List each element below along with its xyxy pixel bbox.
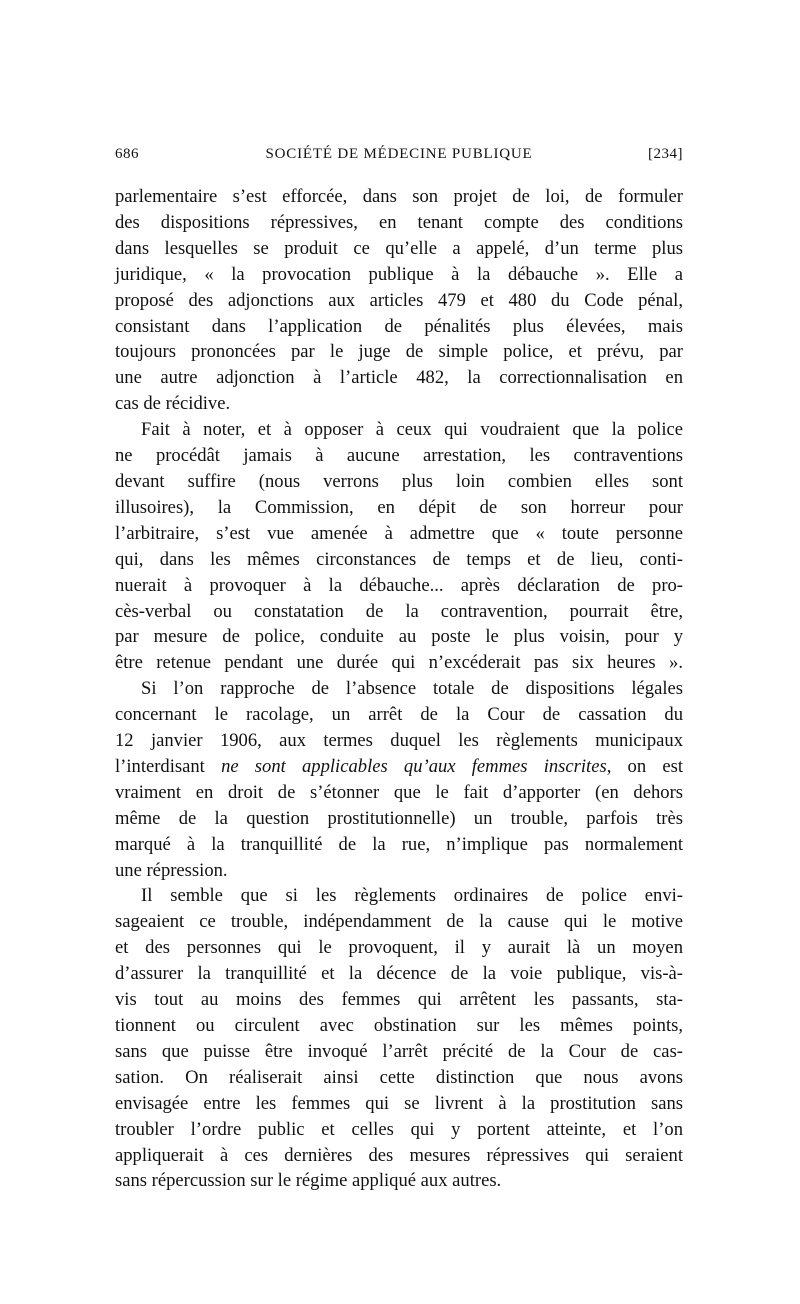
text-line: Si l’on rapproche de l’absence totale de dispositions légales — [141, 678, 683, 700]
text-line: toujours prononcées par le juge de simple police, et prévu, par — [115, 341, 683, 363]
text-line: dans lesquelles se produit ce qu’elle a appelé, d’un terme plus — [115, 237, 683, 259]
bracket-page-number: [234] — [648, 146, 683, 162]
text-line: 12 janvier 1906, aux termes duquel les règlements municipaux — [115, 730, 683, 752]
text-line: l’arbitraire, s’est vue amenée à admettre que « toute personne — [115, 522, 683, 544]
text-line: troubler l’ordre public et celles qui y portent atteinte, et l’on — [115, 1118, 683, 1140]
text-line: envisagée entre les femmes qui se livrent à la prostitution sans — [115, 1092, 683, 1114]
text-line: sans que puisse être invoqué l’arrêt précité de la Cour de cas- — [115, 1040, 683, 1062]
paragraph-3 — [115, 676, 683, 883]
text-line: vis tout au moins des femmes qui arrêtent les passants, sta- — [115, 989, 683, 1011]
text-line: être retenue pendant une durée qui n’excéderait pas six heures ». — [115, 652, 683, 674]
text-line: tionnent ou circulent avec obstination sur les mêmes points, — [115, 1015, 683, 1036]
running-head — [115, 146, 683, 172]
text-line: marqué à la tranquillité de la rue, n’implique pas normalement — [115, 833, 683, 855]
text-line: proposé des adjonctions aux articles 479 et 480 du Code pénal, — [115, 289, 683, 311]
text-segment: l’interdisant — [115, 755, 205, 777]
paragraph-4 — [115, 883, 683, 1194]
text-line: cès-verbal ou constatation de la contravention, pourrait être, — [115, 600, 683, 622]
text-line: par mesure de police, conduite au poste le plus voisin, pour y — [115, 626, 683, 648]
text-line: et des personnes qui le provoquent, il y aurait là un moyen — [115, 937, 683, 959]
text-line: qui, dans les mêmes circonstances de temps et de lieu, conti- — [115, 548, 683, 570]
text-line: d’assurer la tranquillité et la décence de la voie publique, vis-à- — [115, 963, 683, 985]
text-line: juridique, « la provocation publique à la débauche ». Elle a — [115, 263, 683, 285]
text-line: cas de récidive. — [115, 393, 231, 415]
body-text — [115, 184, 683, 1194]
text-line: vraiment en droit de s’étonner que le fait d’apporter (en dehors — [115, 781, 683, 803]
text-line: une répression. — [115, 859, 228, 881]
text-line: sageaient ce trouble, indépendamment de la cause qui le motive — [115, 911, 683, 933]
text-line: parlementaire s’est efforcée, dans son projet de loi, de formuler — [115, 186, 683, 207]
text-segment: , on est — [606, 755, 683, 777]
text-line: consistant dans l’application de pénalités plus élevées, mais — [115, 315, 683, 337]
text-line: Fait à noter, et à opposer à ceux qui voudraient que la police — [141, 419, 683, 441]
paragraph-1 — [115, 184, 683, 417]
text-line: concernant le racolage, un arrêt de la Cour de cassation du — [115, 704, 683, 726]
text-line: appliquerait à ces dernières des mesures répressives qui seraient — [115, 1144, 683, 1166]
text-line: une autre adjonction à l’article 482, la correctionnalisation en — [115, 367, 683, 389]
text-line: devant suffire (nous verrons plus loin combien elles sont — [115, 470, 683, 492]
book-page — [115, 146, 683, 1194]
page-number: 686 — [115, 146, 139, 162]
text-line: sation. On réaliserait ainsi cette distinction que nous avons — [115, 1066, 683, 1088]
text-line: sans répercussion sur le régime appliqué aux autres. — [115, 1170, 502, 1192]
text-line: même de la question prostitutionnelle) un trouble, parfois très — [115, 807, 683, 829]
text-line: Il semble que si les règlements ordinaires de police envi- — [141, 885, 683, 907]
text-line: ne procédât jamais à aucune arrestation, les contraventions — [115, 445, 683, 467]
text-line: nuerait à provoquer à la débauche... après déclaration de pro- — [115, 574, 683, 596]
text-line: illusoires), la Commission, en dépit de son horreur pour — [115, 496, 683, 518]
text-line-with-italic — [115, 754, 683, 780]
text-line: des dispositions répressives, en tenant compte des conditions — [115, 211, 683, 233]
paragraph-2 — [115, 417, 683, 676]
italic-phrase: ne sont applicables qu’aux femmes inscrites — [221, 755, 607, 777]
running-title: SOCIÉTÉ DE MÉDECINE PUBLIQUE — [265, 146, 533, 162]
